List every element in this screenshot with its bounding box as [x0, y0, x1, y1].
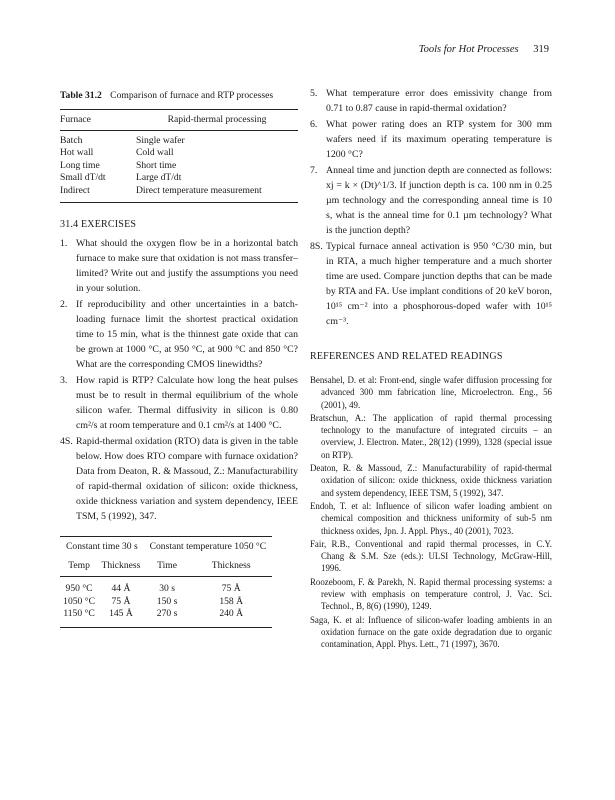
table-group-header: Constant time 30 s — [66, 541, 138, 552]
reference-item: Saga, K. et al: Influence of silicon-wafer loading ambients in an oxidation furnace on the gate oxide degradation due to organic contamination, Appl. Phys. Lett., 71 (1997), 3670. — [310, 614, 552, 650]
exercise-text: How rapid is RTP? Calculate how long the heat pulses must be to result in thermal equilibrium of the whole silicon wafer. Thermal diffusivity in silicon is 0.80 cm²/s at room temperature and 0.1 cm²/s at 1400 °C. — [76, 375, 298, 431]
table-group-header: Constant temperature 1050 °C — [149, 541, 267, 552]
reference-item: Bensahel, D. et al: Front-end, single wafer diffusion processing for advanced 300 mm fabrication line, Microelectron. Eng., 56 (2001), 49. — [310, 375, 552, 410]
exercise-number: 2. — [60, 299, 68, 310]
table-cell: Indirect — [60, 184, 90, 196]
exercise-item — [310, 86, 552, 116]
table-row — [60, 608, 272, 627]
exercise-number: 3. — [60, 375, 68, 386]
exercise-text: Anneal time and junction depth are connected as follows: xj = k × (Dt)^1/3. If junction depth is ca. 100 nm in 0.25 µm technology and the corresponding anneal time is 10 s, what is the anneal time for 0.1 µm technology? What is the junction depth? — [326, 165, 552, 236]
exercise-number: 8S. — [310, 241, 323, 252]
table-cell: 75 Å — [111, 595, 131, 607]
table-header-row — [60, 554, 272, 577]
table-row — [60, 577, 272, 596]
table-cell: Batch — [60, 134, 83, 146]
table-cell: 1150 °C — [63, 608, 95, 619]
exercise-text: What temperature error does emissivity change from 0.71 to 0.87 cause in rapid-thermal oxidation? — [326, 88, 552, 114]
table-cell: Large dT/dt — [136, 172, 182, 183]
table-header: Furnace — [60, 110, 136, 131]
table-header: Thickness — [190, 554, 272, 577]
table-cell: Short time — [136, 159, 177, 171]
table1-label: Table 31.2 — [60, 90, 102, 101]
table-cell: 950 °C — [65, 583, 93, 594]
table-cell: 150 s — [156, 595, 178, 607]
exercise-list-left — [60, 236, 298, 524]
exercises-heading: 31.4 EXERCISES — [60, 219, 137, 230]
references-heading: REFERENCES AND RELATED READINGS — [310, 351, 503, 362]
table-header: Rapid-thermal processing — [136, 110, 298, 131]
table-row — [60, 147, 298, 160]
right-column — [310, 86, 552, 652]
left-column — [60, 88, 298, 628]
exercise-number: 6. — [310, 119, 318, 130]
table-cell: 145 Å — [109, 608, 133, 619]
table-cell: Long time — [60, 159, 100, 171]
reference-item: Deaton, R. & Massoud, Z.: Manufacturability of rapid-thermal oxidation of silicon: oxide thickness, oxide thickness variation and system dependency, IEEE TSM, 5 (1992), 347. — [310, 463, 552, 498]
running-header — [419, 44, 549, 55]
table-header: Temp — [60, 554, 98, 577]
table-cell: 270 s — [156, 608, 178, 619]
exercise-item — [60, 236, 298, 296]
table-header: Thickness — [98, 554, 144, 577]
exercise-list-right — [310, 86, 552, 329]
table1-caption-text: Comparison of furnace and RTP processes — [110, 90, 274, 101]
table-cell: Cold wall — [136, 147, 174, 158]
comparison-table — [60, 109, 298, 203]
exercise-item — [60, 434, 298, 524]
table-cell: Direct temperature measurement — [136, 184, 262, 196]
table-cell: 240 Å — [219, 608, 244, 619]
reference-list — [310, 374, 552, 651]
exercise-item — [310, 239, 552, 329]
reference-item: Bratschun, A.: The application of rapid thermal processing technology to the manufacture of integrated circuits – an overview, J. Electron. Mater., 28(12) (1999), 1328 (special issue on RTP). — [310, 412, 552, 460]
page-number: 319 — [533, 44, 549, 55]
reference-item: Roozeboom, F. & Parekh, N. Rapid thermal processing systems: a review with emphasis on temperature control, J. Vac. Sci. Technol., B, 8(6) (1990), 1249. — [310, 576, 552, 612]
table-row — [60, 185, 298, 203]
table-group-row — [60, 537, 272, 554]
exercise-number: 5. — [310, 88, 318, 99]
table-header-row — [60, 110, 298, 131]
reference-item: Fair, R.B., Conventional and rapid thermal processes, in C.Y. Chang & S.M. Sze (eds.): ULSI Technology, McGraw-Hill, 1996. — [310, 538, 552, 574]
exercise-number: 7. — [310, 165, 318, 176]
exercise-item — [60, 373, 298, 433]
table-cell: 1050 °C — [63, 595, 95, 607]
table-cell: 44 Å — [111, 583, 131, 594]
running-header-title: Tools for Hot Processes — [418, 44, 519, 55]
table-row — [60, 130, 298, 147]
table-cell: 75 Å — [221, 583, 241, 594]
table-cell: Small dT/dt — [60, 172, 106, 183]
rto-data-table — [60, 536, 272, 628]
reference-item: Endoh, T. et al: Influence of silicon wafer loading ambient on chemical composition and thickness uniformity of sub-5 nm thickness oxides, Jpn. J. Appl. Phys., 40 (2001), 7023. — [310, 500, 552, 536]
exercise-number: 4S. — [60, 436, 73, 447]
table-cell: 30 s — [159, 583, 175, 594]
table-row — [60, 172, 298, 185]
exercise-text: Typical furnace anneal activation is 950 °C/30 min, but in RTA, a much higher temperature and a much shorter time are used. Compare junction depths that can be made by RTA and FA. Use implant conditions of 20 keV boron, 10¹⁵ cm⁻² into a phosphorous-doped wafer with 10¹⁵ cm⁻³. — [326, 241, 552, 327]
table-row — [60, 596, 272, 609]
exercise-item — [310, 163, 552, 238]
table-header: Time — [144, 554, 191, 577]
exercise-text: Rapid-thermal oxidation (RTO) data is given in the table below. How does RTO compare with furnace oxidation? Data from Deaton, R. & Massoud, Z.: Manufacturability of rapid-thermal oxidation of silicon: oxide thickness, oxide thickness variation and system dependency, IEEE TSM, 5 (1992), 347. — [76, 436, 298, 522]
exercise-item — [60, 297, 298, 372]
table-row — [60, 160, 298, 173]
exercise-item — [310, 117, 552, 162]
exercise-text: If reproducibility and other uncertainties in a batch-loading furnace limit the shortest practical oxidation time to 15 min, what is the thinnest gate oxide that can be grown at 1000 °C, at 950 °C, at 900 °C and 850 °C? What are the corresponding CMOS linewidths? — [76, 299, 298, 370]
exercise-text: What should the oxygen flow be in a horizontal batch furnace to make sure that oxidation is not mass transfer–limited? Write out and justify the assumptions you need in your solution. — [76, 238, 298, 294]
table1-caption — [60, 88, 298, 103]
exercise-text: What power rating does an RTP system for 300 mm wafers need if its maximum operating temperature is 1200 °C? — [326, 119, 552, 160]
table-cell: Hot wall — [60, 147, 94, 158]
table-cell: 158 Å — [219, 595, 244, 607]
table-cell: Single wafer — [136, 134, 185, 146]
exercise-number: 1. — [60, 238, 68, 249]
